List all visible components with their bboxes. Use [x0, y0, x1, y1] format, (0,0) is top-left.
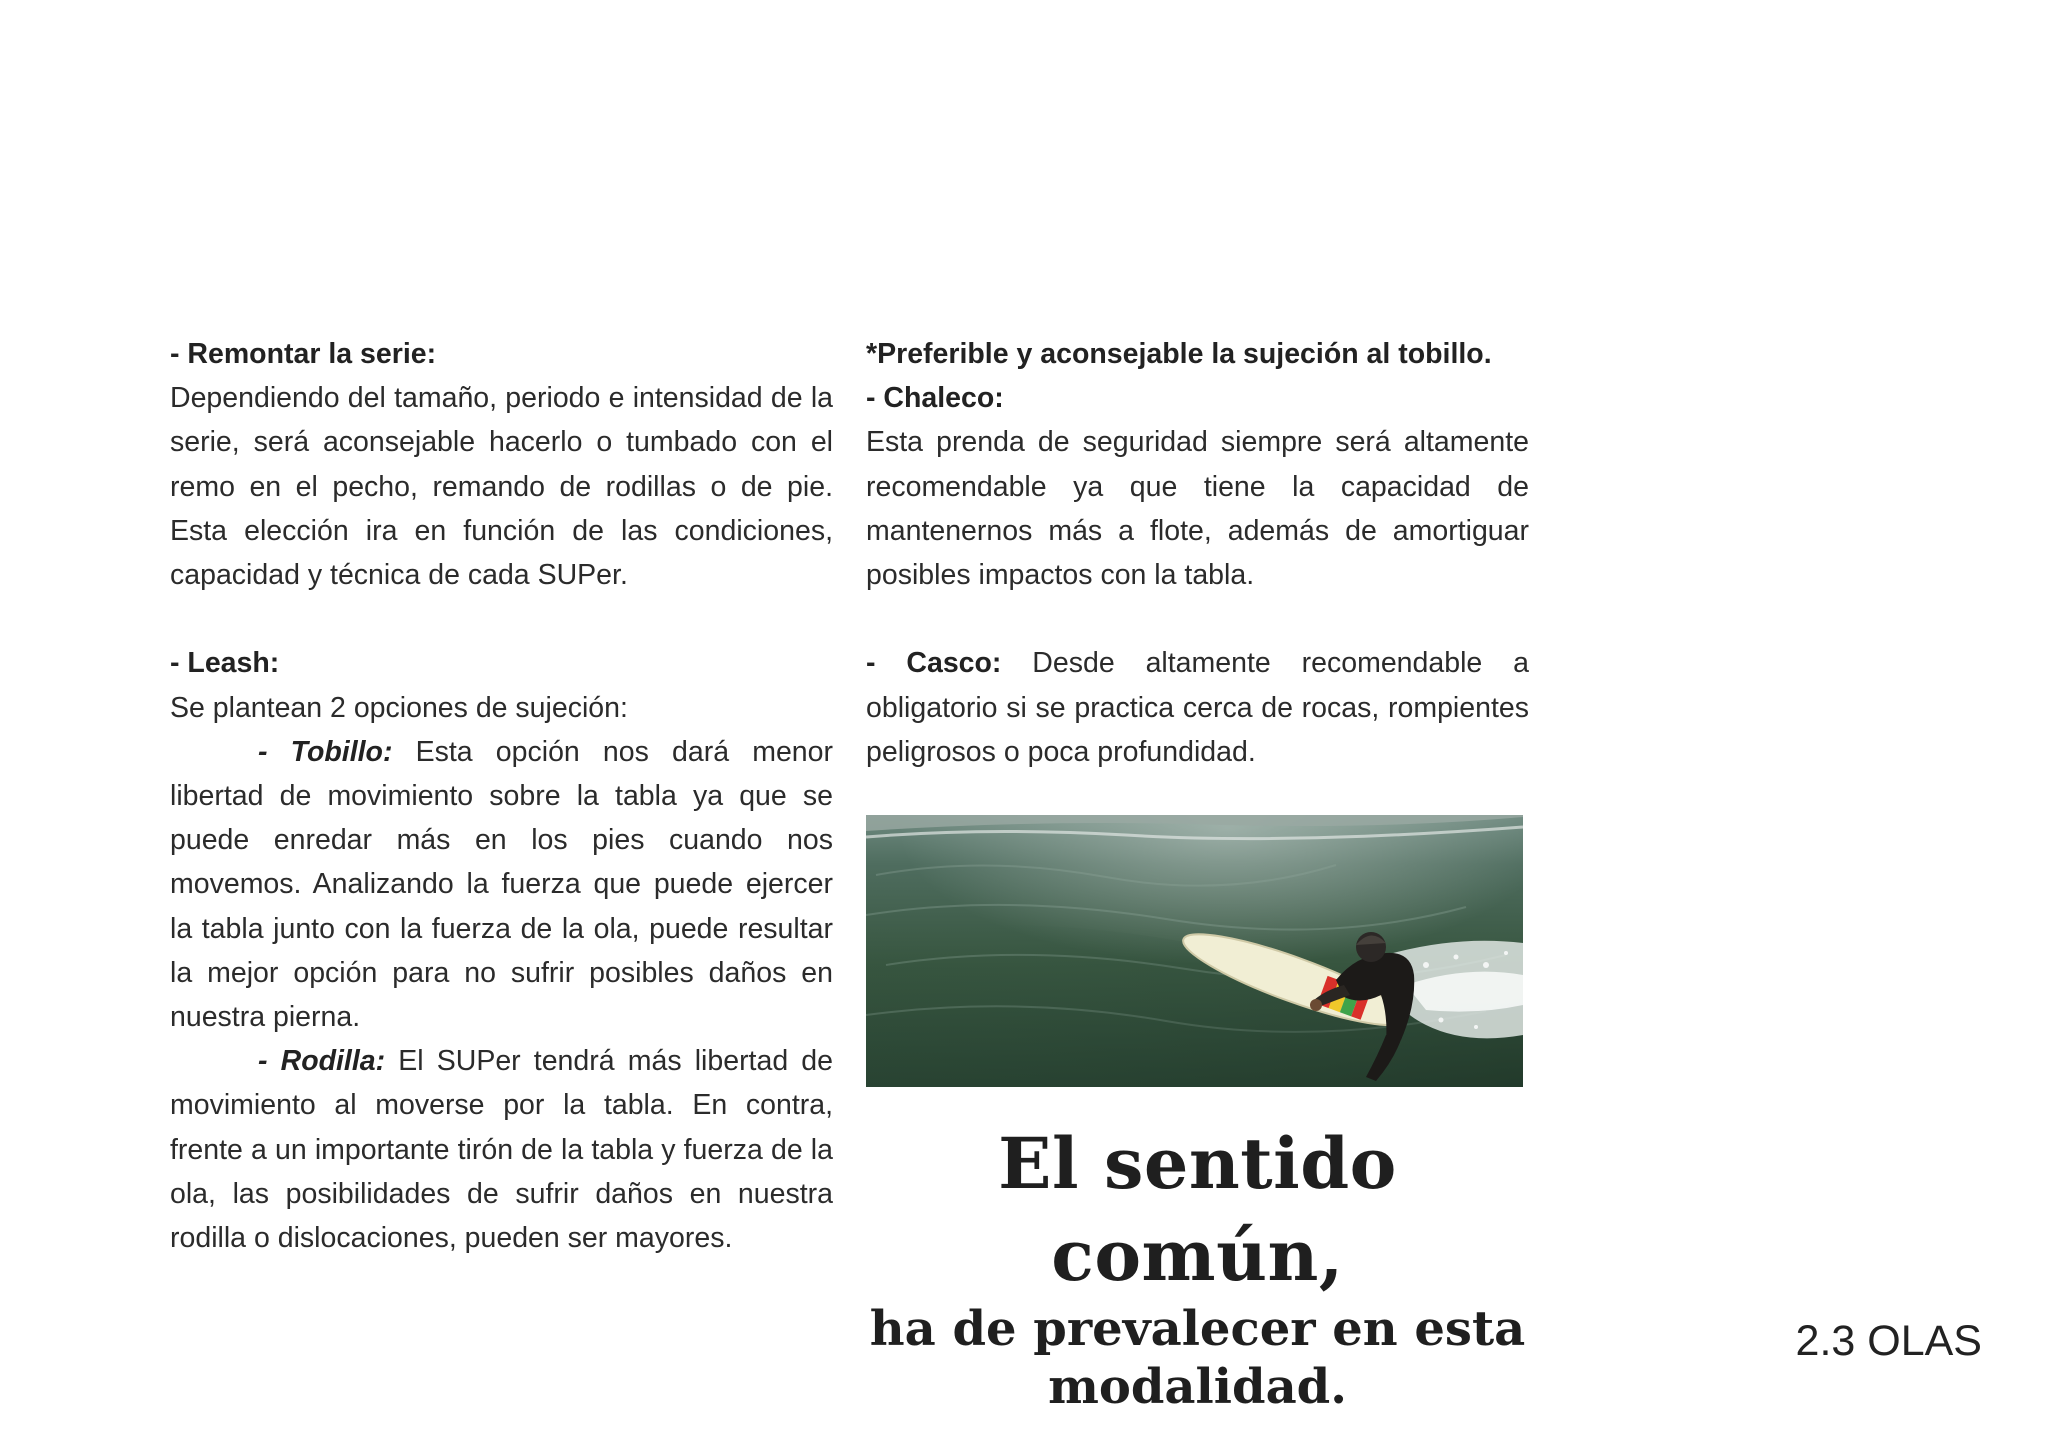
remontar-body: Dependiendo del tamaño, periodo e intensidad de la serie, será aconsejable hacerlo o tumbado con el remo en el pecho, remando de rodillas o de pie. Esta elección ira en función de las condiciones, capacidad y técnica de cada SUPer. — [170, 382, 833, 592]
tobillo-paragraph — [170, 730, 833, 1039]
leash-intro: Se plantean 2 opciones de sujeción: — [170, 691, 628, 724]
leash-heading: - Leash: — [170, 647, 280, 680]
spacer — [866, 597, 1529, 641]
tobillo-text: Esta opción nos dará menor libertad de movimiento sobre la tabla ya que se puede enredar más en los pies cuando nos movemos. Analizando la fuerza que puede ejercer la tabla junto con la fuerza de la ola, puede resultar la mejor opción para no sufrir posibles daños en nuestra pierna. — [170, 735, 833, 1034]
left-column — [170, 332, 833, 1260]
casco-heading: - Casco: — [866, 647, 1002, 680]
rodilla-text: El SUPer tendrá más libertad de movimiento al moverse por la tabla. En contra, frente a un importante tirón de la tabla y fuerza de la ola, las posibilidades de sufrir daños en nuestra rodilla o dislocaciones, pueden ser mayores. — [170, 1045, 834, 1255]
surfer-photo — [866, 815, 1523, 1087]
callout-line-1: El sentido común, — [998, 1122, 1397, 1297]
tobillo-label: - Tobillo: — [258, 735, 393, 768]
chaleco-body: Esta prenda de seguridad siempre será altamente recomendable ya que tiene la capacidad de mantenernos más a flote, además de amortiguar posibles impactos con la tabla. — [866, 426, 1529, 592]
rodilla-paragraph — [170, 1039, 833, 1260]
spacer — [170, 597, 833, 641]
tobillo-preference-note: *Preferible y aconsejable la sujeción al tobillo. — [866, 338, 1492, 370]
section-label: 2.3 OLAS — [1795, 1317, 1982, 1365]
remontar-heading: - Remontar la serie: — [170, 338, 437, 370]
casco-paragraph — [866, 641, 1529, 774]
rodilla-label: - Rodilla: — [258, 1045, 386, 1078]
casco-body: Desde altamente recomendable a obligatorio si se practica cerca de rocas, rompientes peligrosos o poca profundidad. — [866, 647, 1529, 768]
common-sense-callout — [866, 1118, 1529, 1416]
chaleco-heading: - Chaleco: — [866, 382, 1004, 415]
surfer-photo-illustration — [866, 815, 1523, 1087]
right-column — [866, 332, 1529, 774]
callout-line-2: ha de prevalecer en esta modalidad. — [869, 1301, 1526, 1415]
